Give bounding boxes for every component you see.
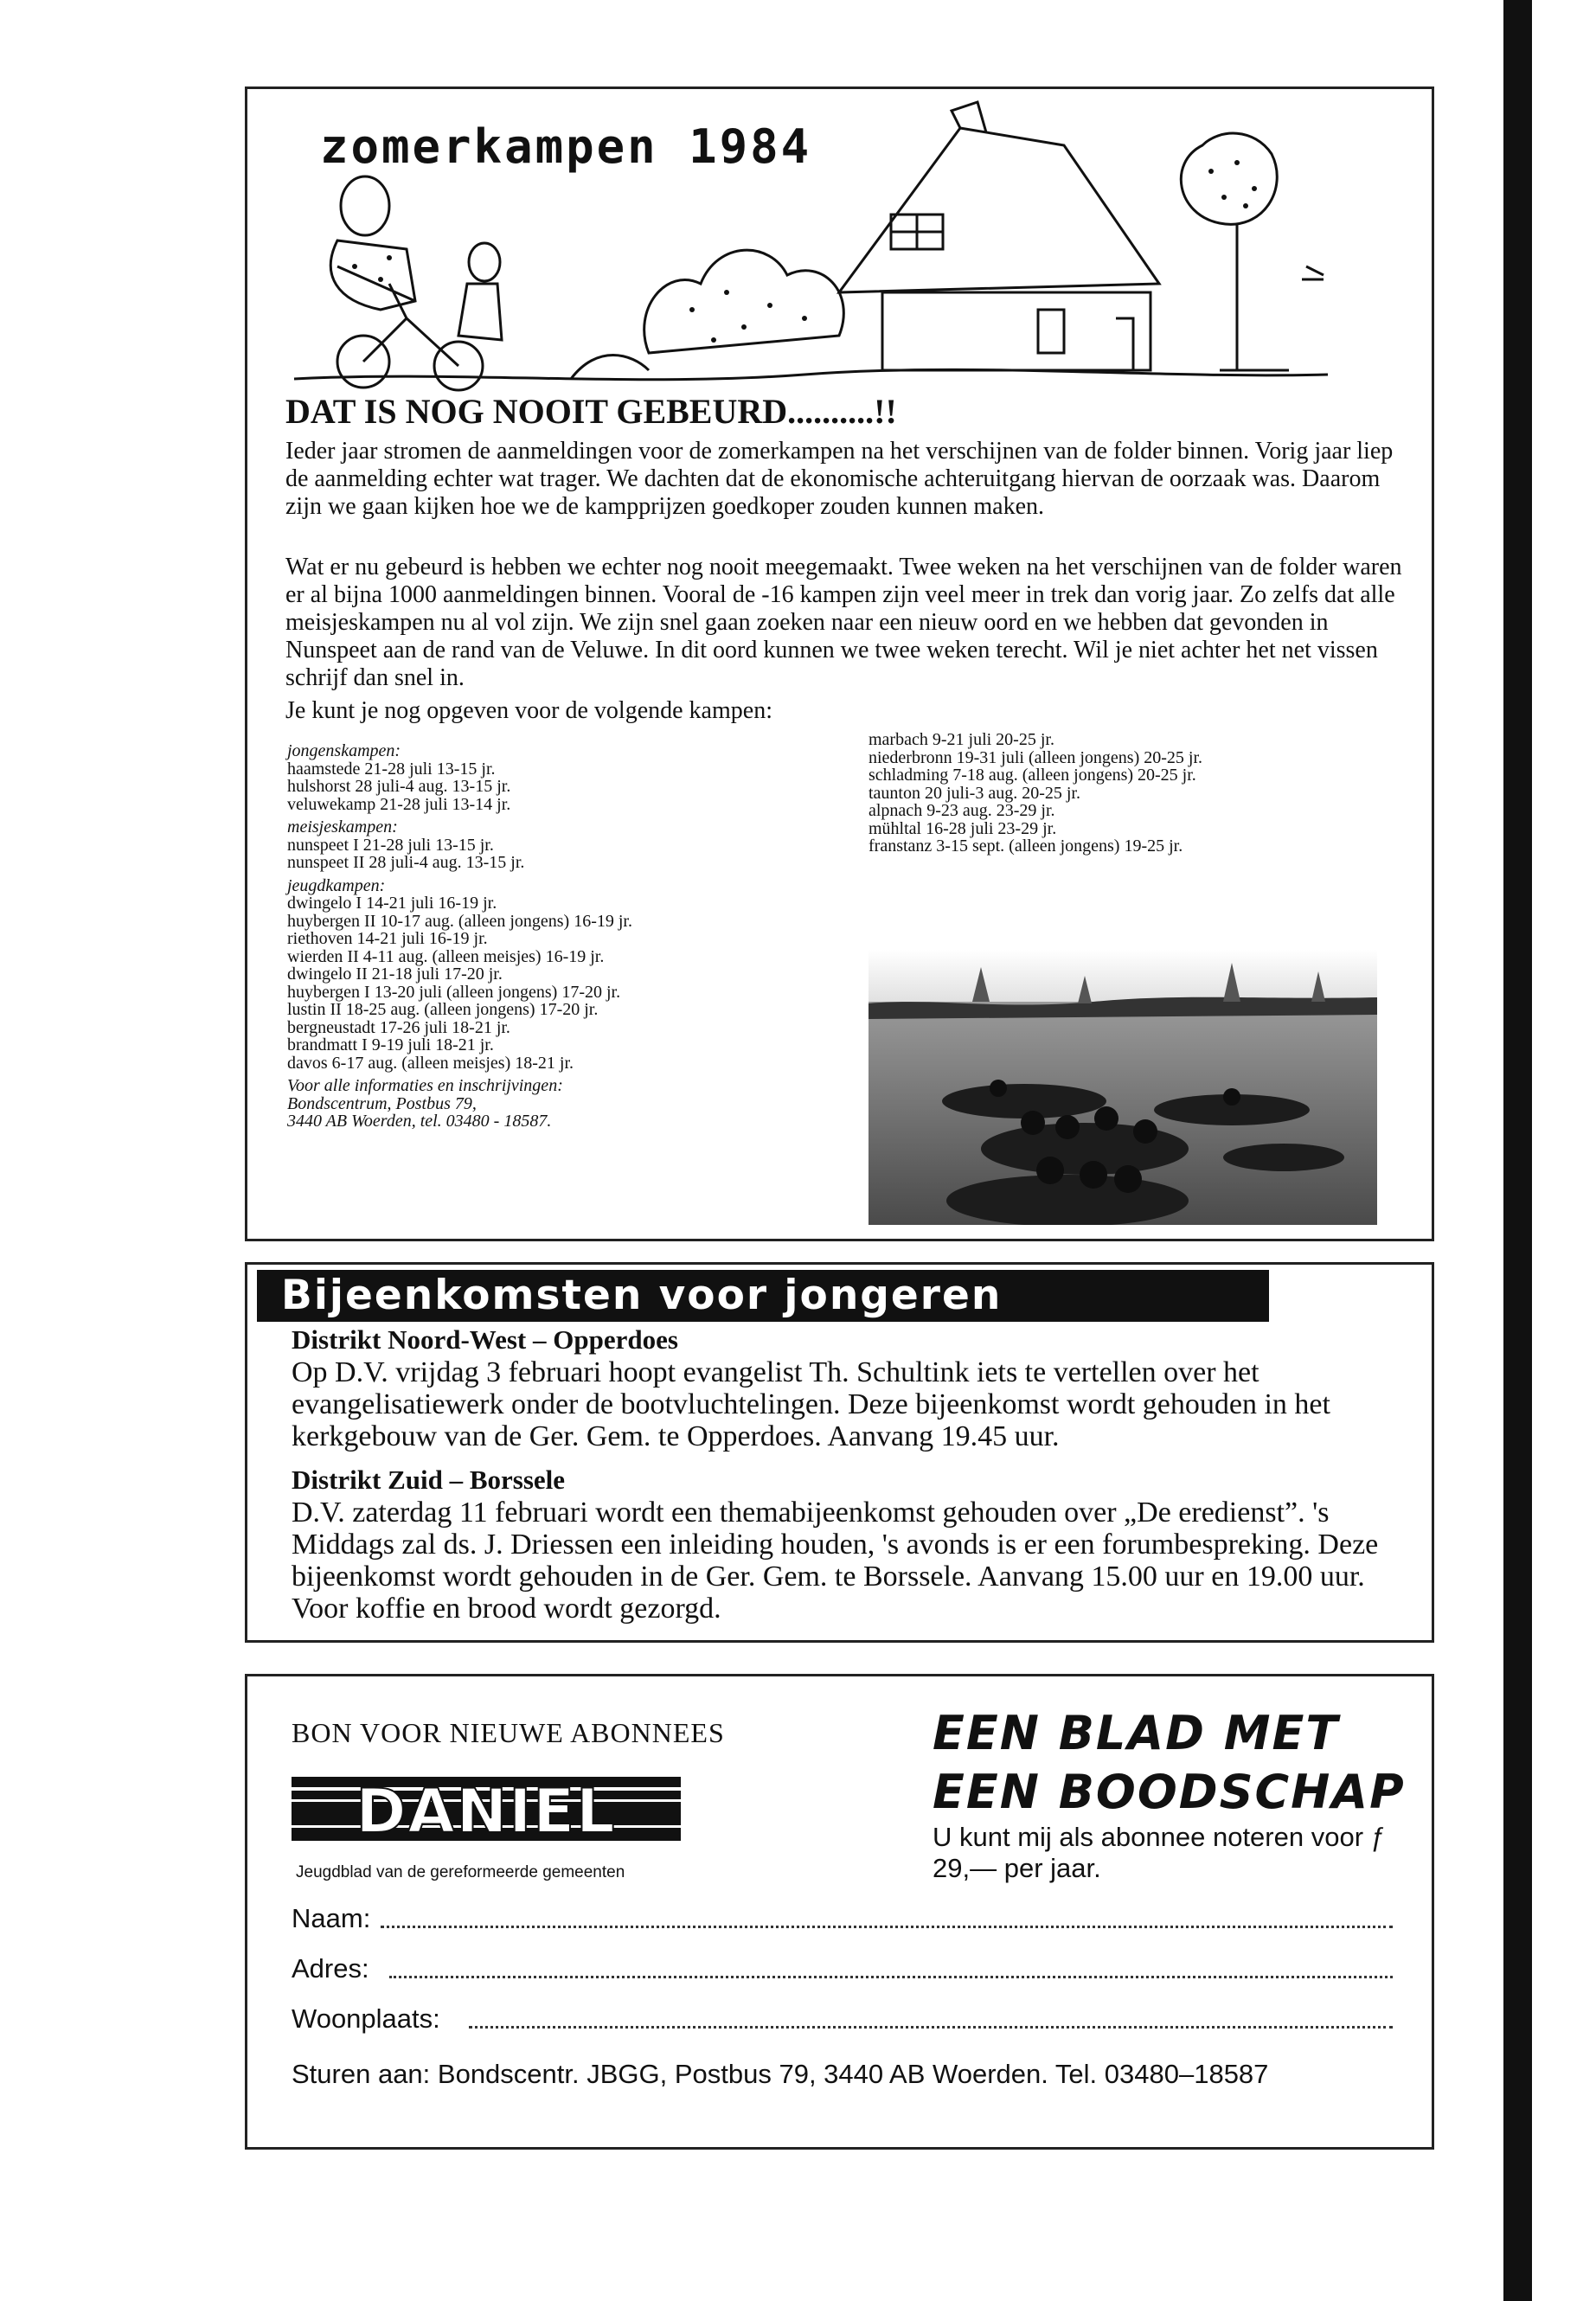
meetings-banner-title: Bijeenkomsten voor jongeren bbox=[281, 1272, 1003, 1319]
info-line: Bondscentrum, Postbus 79, bbox=[287, 1093, 477, 1113]
jeugdkampen-label: jeugdkampen: bbox=[287, 875, 386, 895]
camp-item: veluwekamp 21-28 juli 13-14 jr. bbox=[287, 794, 511, 814]
info-line: 3440 AB Woerden, tel. 03480 - 18587. bbox=[287, 1112, 552, 1131]
camp-paragraph-1: Ieder jaar stromen de aanmeldingen voor de zomerkampen na het verschijnen van de folder binnen. Vorig jaar liep de aanmelding echter wat trager. We dachten dat de ekonomische achteruitgang hiervan de oorzaak was. Daarom zijn we gaan kijken hoe we de kampprijzen goedkoper zouden kunnen maken. bbox=[285, 438, 1394, 520]
logo-text: DANIEL bbox=[356, 1776, 617, 1847]
camp-paragraph-3: Je kunt je nog opgeven voor de volgende kampen: bbox=[285, 697, 772, 724]
camp-item: taunton 20 juli-3 aug. 20-25 jr. bbox=[869, 783, 1080, 803]
camp-script-heading: zomerkampen 1984 bbox=[320, 119, 812, 174]
camp-list-left bbox=[287, 742, 832, 1131]
slogan-line-1: EEN BLAD MET bbox=[933, 1706, 1340, 1760]
camp-item: marbach 9-21 juli 20-25 jr. bbox=[869, 730, 1054, 749]
camp-paragraph-2: Wat er nu gebeurd is hebben we echter nog nooit meegemaakt. Twee weken na het verschijnen van de folder waren er al bijna 1000 aanmeldingen binnen. Vooral de -16 kampen zijn veel meer in trek dan vorig jaar. Zo zelfs dat alle meisjeskampen nu al vol zijn. We zijn snel gaan zoeken naar een nieuw oord en we hebben dat gevonden in Nunspeet aan de rand van de Veluwe. In dit oord kunnen we twee weken terecht. Wil je niet achter het net vissen schrijf dan snel in. bbox=[285, 554, 1402, 691]
logo-subtitle: Jeugdblad van de gereformeerde gemeenten bbox=[296, 1863, 625, 1881]
camp-item: bergneustadt 17-26 juli 18-21 jr. bbox=[287, 1017, 510, 1037]
coupon-title: BON VOOR NIEUWE ABONNEES bbox=[292, 1717, 725, 1748]
district-1-heading: Distrikt Noord-West – Opperdoes bbox=[292, 1324, 678, 1355]
camp-item: nunspeet II 28 juli-4 aug. 13-15 jr. bbox=[287, 853, 525, 872]
woonplaats-field[interactable] bbox=[469, 2026, 1393, 2029]
camp-item: dwingelo I 14-21 juli 16-19 jr. bbox=[287, 894, 497, 913]
camp-item: mühltal 16-28 juli 23-29 jr. bbox=[869, 818, 1057, 838]
send-to-address: Sturen aan: Bondscentr. JBGG, Postbus 79, 3440 AB Woerden. Tel. 03480–18587 bbox=[292, 2059, 1269, 2089]
naam-label: Naam: bbox=[292, 1903, 371, 1933]
camp-item: nunspeet I 21-28 juli 13-15 jr. bbox=[287, 835, 494, 855]
camp-item: huybergen I 13-20 juli (alleen jongens) 17-20 jr. bbox=[287, 982, 621, 1002]
camp-item: franstanz 3-15 sept. (alleen jongens) 19-25 jr. bbox=[869, 836, 1183, 856]
jongenskampen-label: jongenskampen: bbox=[287, 741, 401, 760]
camp-item: huybergen II 10-17 aug. (alleen jongens) 16-19 jr. bbox=[287, 911, 632, 931]
district-1-text: Op D.V. vrijdag 3 februari hoopt evangelist Th. Schultink iets te vertellen over het evangelisatiewerk onder de bootvluchtelingen. Deze bijeenkomst wordt gehouden in het kerkgebouw van de Ger. Gem. te Opperdoes. Aanvang 19.45 uur. bbox=[292, 1356, 1330, 1452]
slogan-line-2: EEN BOODSCHAP bbox=[933, 1765, 1406, 1819]
district-2-text: D.V. zaterdag 11 februari wordt een themabijeenkomst gehouden over „De eredienst”. 's Middags zal ds. J. Driessen een inleiding houden, 's avonds is er een forumbespreking. Deze bijeenkomst wordt gehouden in de Ger. Gem. te Borssele. Aanvang 15.00 uur en 19.00 uur. Voor koffie en brood wordt gezorgd. bbox=[292, 1497, 1379, 1625]
camp-item: schladming 7-18 aug. (alleen jongens) 20-25 jr. bbox=[869, 766, 1196, 785]
camp-item: alpnach 9-23 aug. 23-29 jr. bbox=[869, 801, 1055, 820]
canoe-photo bbox=[869, 950, 1377, 1225]
camp-item: hulshorst 28 juli-4 aug. 13-15 jr. bbox=[287, 777, 511, 796]
district-2-heading: Distrikt Zuid – Borssele bbox=[292, 1465, 566, 1495]
camp-list-right bbox=[869, 731, 1422, 856]
camp-item: dwingelo II 21-18 juli 17-20 jr. bbox=[287, 965, 503, 984]
naam-field[interactable] bbox=[381, 1926, 1393, 1928]
info-line: Voor alle informaties en inschrijvingen: bbox=[287, 1076, 563, 1095]
woonplaats-label: Woonplaats: bbox=[292, 2003, 440, 2034]
meisjeskampen-label: meisjeskampen: bbox=[287, 817, 398, 836]
adres-field[interactable] bbox=[389, 1976, 1393, 1978]
camp-item: brandmatt I 9-19 juli 18-21 jr. bbox=[287, 1035, 494, 1054]
page-edge-bar bbox=[1503, 0, 1532, 2301]
adres-label: Adres: bbox=[292, 1953, 369, 1984]
daniel-logo bbox=[292, 1761, 681, 1856]
camp-item: haamstede 21-28 juli 13-15 jr. bbox=[287, 759, 496, 779]
camp-item: davos 6-17 aug. (alleen meisjes) 18-21 jr. bbox=[287, 1053, 574, 1073]
camp-item: lustin II 18-25 aug. (alleen jongens) 17-20 jr. bbox=[287, 1000, 599, 1019]
camp-item: wierden II 4-11 aug. (alleen meisjes) 16-19 jr. bbox=[287, 946, 605, 966]
camp-item: riethoven 14-21 juli 16-19 jr. bbox=[287, 929, 488, 948]
subscription-notice: U kunt mij als abonnee noteren voor ƒ 29,— per jaar. bbox=[933, 1822, 1386, 1883]
camp-item: niederbronn 19-31 juli (alleen jongens) 20-25 jr. bbox=[869, 747, 1203, 767]
camp-headline: DAT IS NOG NOOIT GEBEURD..........!! bbox=[285, 392, 897, 431]
